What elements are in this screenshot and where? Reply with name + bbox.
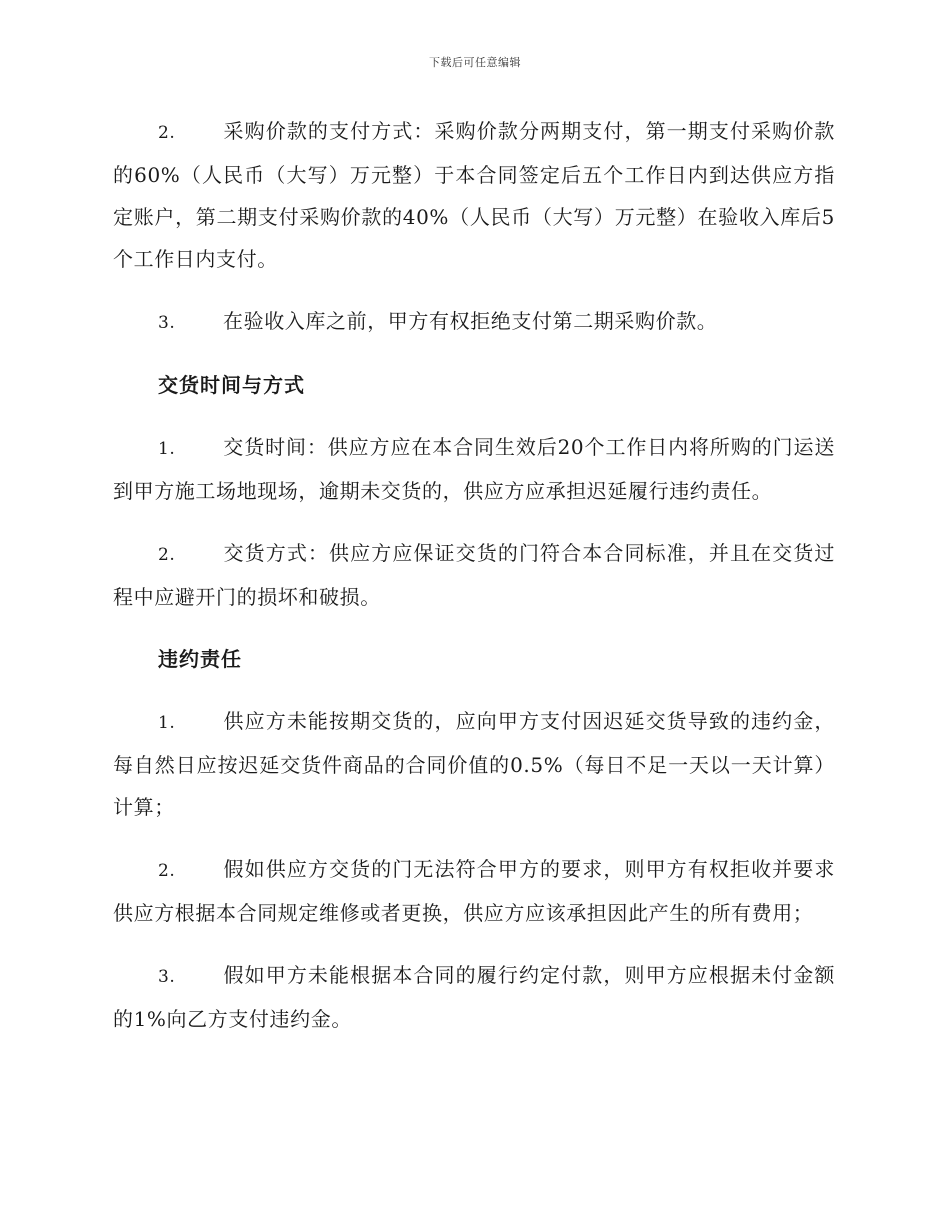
clause-text: 交货时间：供应方应在本合同生效后20个工作日内将所购的门运送到甲方施工场地现场，逾期未交货的，供应方应承担迟延履行违约责任。 (113, 435, 835, 503)
page-header: 下载后可任意编辑 (429, 56, 521, 69)
clause-number: 2. (158, 123, 176, 143)
clause-number: 2. (158, 545, 176, 565)
clause-payment-refusal (113, 300, 835, 344)
clause-number: 1. (158, 713, 176, 733)
clause-delivery-method (113, 532, 835, 618)
clause-text: 假如供应方交货的门无法符合甲方的要求，则甲方有权拒收并要求供应方根据本合同规定维修或者更换，供应方应该承担因此产生的所有费用； (113, 857, 835, 925)
clause-number: 2. (158, 861, 176, 881)
clause-late-payment-penalty (113, 954, 835, 1040)
clause-number: 3. (158, 967, 176, 987)
clause-nonconforming-goods (113, 848, 835, 934)
clause-number: 1. (158, 439, 176, 459)
clause-payment-method (113, 110, 835, 280)
clause-text: 在验收入库之前，甲方有权拒绝支付第二期采购价款。 (223, 309, 718, 333)
document-body (113, 110, 835, 1060)
clause-number: 3. (158, 313, 176, 333)
clause-delivery-time (113, 426, 835, 512)
clause-text: 采购价款的支付方式：采购价款分两期支付，第一期支付采购价款的60%（人民币（大写）万元整）于本合同签定后五个工作日内到达供应方指定账户，第二期支付采购价款的40%（人民币（大写）万元整）在验收入库后5个工作日内支付。 (113, 119, 835, 271)
section-heading-breach: 违约责任 (158, 647, 242, 671)
clause-text: 假如甲方未能根据本合同的履行约定付款，则甲方应根据未付金额的1%向乙方支付违约金。 (113, 963, 835, 1031)
section-heading-delivery: 交货时间与方式 (158, 373, 305, 397)
clause-late-delivery-penalty (113, 700, 835, 828)
clause-text: 供应方未能按期交货的，应向甲方支付因迟延交货导致的违约金，每自然日应按迟延交货件商品的合同价值的0.5%（每日不足一天以一天计算）计算； (113, 709, 835, 819)
clause-text: 交货方式：供应方应保证交货的门符合本合同标准，并且在交货过程中应避开门的损坏和破损。 (113, 541, 835, 609)
